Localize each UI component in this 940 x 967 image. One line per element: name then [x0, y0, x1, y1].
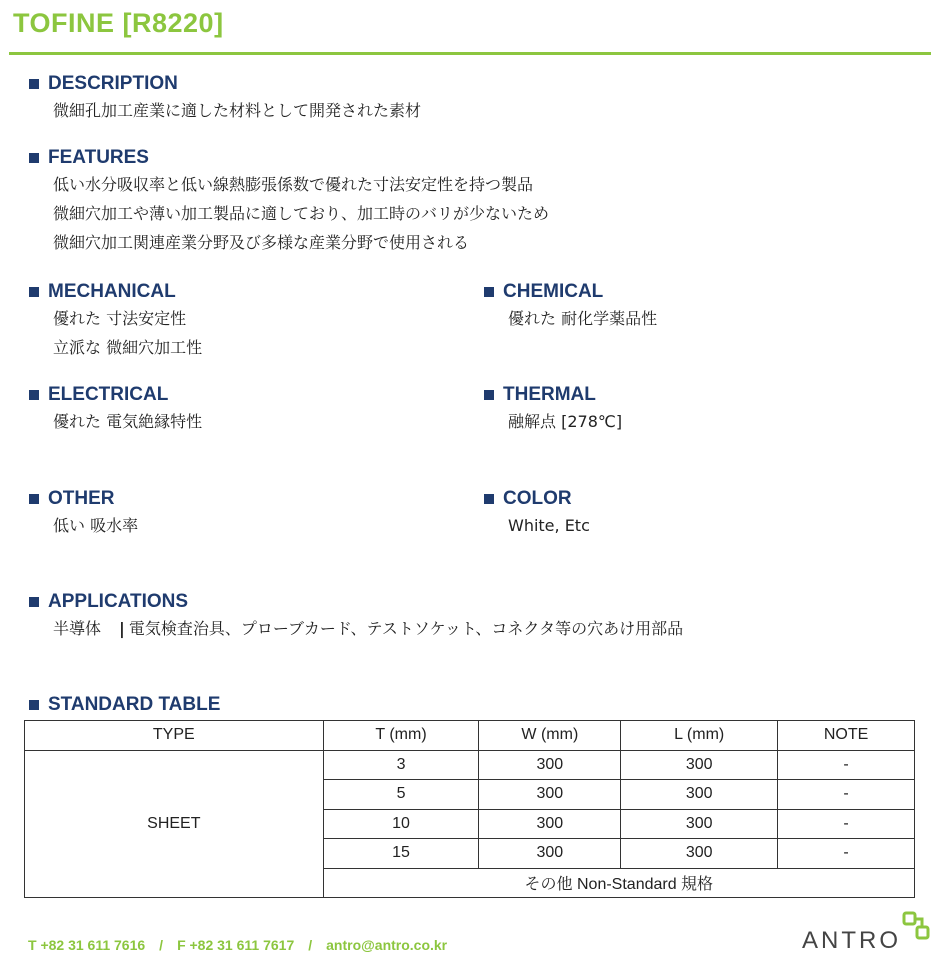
electrical-line: 優れた 電気絶縁特性 — [53, 412, 203, 431]
table-header-cell: W (mm) — [479, 721, 621, 751]
color-section — [484, 487, 590, 540]
bullet-square-icon — [484, 287, 494, 297]
type-cell: SHEET — [25, 750, 324, 898]
antro-logo — [802, 910, 934, 960]
electrical-section — [29, 383, 202, 436]
chemical-line: 優れた 耐化学薬品性 — [508, 309, 658, 328]
application-separator: | — [119, 619, 125, 638]
table-cell: - — [778, 750, 915, 780]
feature-line: 微細穴加工関連産業分野及び多様な産業分野で使用される — [53, 233, 470, 252]
table-header-cell: L (mm) — [621, 721, 778, 751]
page-title: TOFINE [R8220] — [13, 8, 224, 38]
table-cell: 300 — [621, 839, 778, 869]
table-cell: - — [778, 780, 915, 810]
description-text: 微細孔加工産業に適した材料として開発された素材 — [53, 101, 422, 120]
table-cell: 3 — [323, 750, 479, 780]
antro-mark-icon — [898, 910, 934, 946]
bullet-square-icon — [29, 700, 39, 710]
chemical-section — [484, 280, 657, 333]
application-category: 半導体 — [53, 619, 102, 638]
bullet-square-icon — [29, 79, 39, 89]
table-cell: 10 — [323, 809, 479, 839]
table-cell: - — [778, 839, 915, 869]
phone-number: T +82 31 611 7616 — [28, 937, 146, 953]
section-heading: THERMAL — [503, 384, 596, 405]
table-cell: 300 — [479, 780, 621, 810]
title-divider — [9, 52, 931, 55]
section-heading: STANDARD TABLE — [48, 694, 221, 715]
table-row — [25, 750, 915, 780]
section-heading: OTHER — [48, 488, 115, 509]
footer-separator: / — [308, 937, 313, 953]
application-detail: 電気検査治具、プローブカード、テストソケット、コネクタ等の穴あけ用部品 — [128, 619, 684, 638]
table-cell: 300 — [621, 809, 778, 839]
feature-line: 微細穴加工や薄い加工製品に適しており、加工時のバリが少ないため — [53, 204, 550, 223]
footer-contact — [28, 937, 447, 953]
email-link[interactable]: antro@antro.co.kr — [326, 937, 448, 953]
section-heading: COLOR — [503, 488, 572, 509]
section-heading: FEATURES — [48, 147, 149, 168]
bullet-square-icon — [29, 287, 39, 297]
table-cell: 15 — [323, 839, 479, 869]
table-cell: 300 — [621, 750, 778, 780]
other-section — [29, 487, 138, 540]
thermal-line: 融解点 [278℃] — [508, 412, 623, 431]
section-heading: CHEMICAL — [503, 281, 604, 302]
table-cell: 300 — [479, 809, 621, 839]
bullet-square-icon — [29, 597, 39, 607]
other-line: 低い 吸水率 — [53, 516, 139, 535]
logo-text: ANTRO — [802, 927, 901, 954]
table-cell: 300 — [621, 780, 778, 810]
applications-line — [53, 614, 683, 643]
section-heading: MECHANICAL — [48, 281, 176, 302]
features-section — [29, 146, 549, 257]
table-footer-cell: その他 Non-Standard 規格 — [323, 868, 914, 898]
bullet-square-icon — [29, 494, 39, 504]
standard-table-section — [29, 693, 220, 717]
fax-number: F +82 31 611 7617 — [177, 937, 295, 953]
table-cell: 300 — [479, 750, 621, 780]
bullet-square-icon — [484, 390, 494, 400]
footer-separator: / — [159, 937, 164, 953]
table-header-cell: NOTE — [778, 721, 915, 751]
section-heading: ELECTRICAL — [48, 384, 169, 405]
table-cell: 300 — [479, 839, 621, 869]
table-header-cell: T (mm) — [323, 721, 479, 751]
table-header-cell: TYPE — [25, 721, 324, 751]
table-cell: - — [778, 809, 915, 839]
thermal-section — [484, 383, 622, 436]
section-heading: APPLICATIONS — [48, 591, 189, 612]
mechanical-section — [29, 280, 202, 362]
bullet-square-icon — [29, 390, 39, 400]
color-line: White, Etc — [508, 516, 590, 535]
table-cell: 5 — [323, 780, 479, 810]
description-section — [29, 72, 421, 125]
section-heading: DESCRIPTION — [48, 73, 178, 94]
standard-table — [24, 720, 915, 898]
bullet-square-icon — [29, 153, 39, 163]
feature-line: 低い水分吸収率と低い線熱膨張係数で優れた寸法安定性を持つ製品 — [53, 175, 534, 194]
bullet-square-icon — [484, 494, 494, 504]
applications-section — [29, 590, 683, 643]
table-header-row — [25, 721, 915, 751]
mechanical-line: 優れた 寸法安定性 — [53, 309, 187, 328]
mechanical-line: 立派な 微細穴加工性 — [53, 338, 203, 357]
